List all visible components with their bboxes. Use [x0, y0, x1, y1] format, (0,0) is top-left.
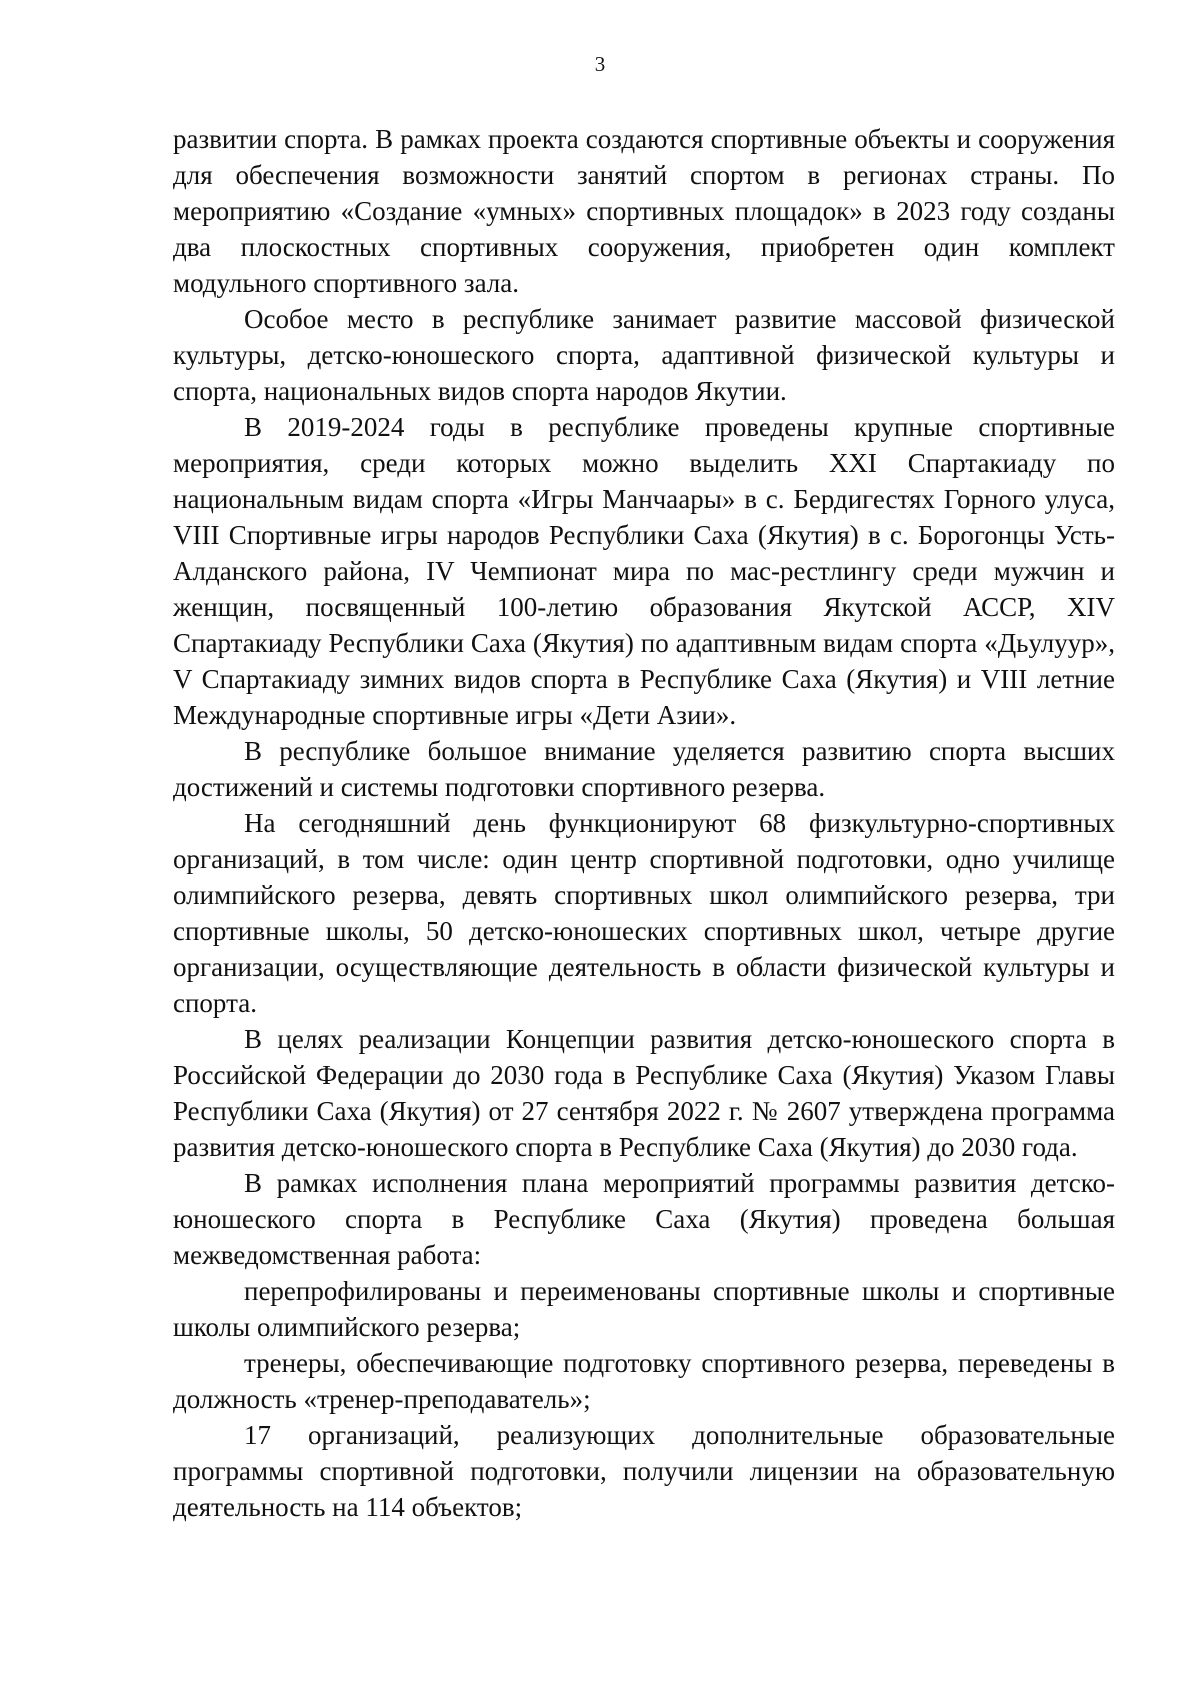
paragraph-mass-sport: Особое место в республике занимает развитие массовой физической культуры, детско-юношеского спорта, адаптивной физической культуры и спорта, национальных видов спорта народов Якутии. — [173, 304, 1115, 406]
paragraph-sport-events: В 2019-2024 годы в республике проведены крупные спортивные мероприятия, среди которых можно выделить XXI Спартакиаду по национальным видам спорта «Игры Манчаары» в с. Бердигестях Горного улуса, VIII Спортивные игры народов Республики Саха (Якутия) в с. Борогонцы Усть-Алданского района, IV Чемпионат мира по мас-рестлингу среди мужчин и женщин, посвященный 100-летию образования Якутской АССР, XIV Спартакиаду Республики Саха (Якутия) по адаптивным видам спорта «Дьулуур», V Спартакиаду зимних видов спорта в Республике Саха (Якутия) и VIII летние Международные спортивные игры «Дети Азии». — [173, 412, 1115, 730]
paragraph-interagency-work: В рамках исполнения плана мероприятий программы развития детско-юношеского спорта в Республике Саха (Якутия) проведена большая межведомственная работа: — [173, 1168, 1115, 1270]
paragraph-sport-facilities: развитии спорта. В рамках проекта создаются спортивные объекты и сооружения для обеспечения возможности занятий спортом в регионах страны. По мероприятию «Создание «умных» спортивных площадок» в 2023 году созданы два плоскостных спортивных сооружения, приобретен один комплект модульного спортивного зала. — [173, 124, 1115, 298]
paragraph-high-performance: В республике большое внимание уделяется развитию спорта высших достижений и системы подготовки спортивного резерва. — [173, 736, 1115, 802]
list-item-schools-renamed: перепрофилированы и переименованы спортивные школы и спортивные школы олимпийского резерва; — [173, 1276, 1115, 1342]
page-number: 3 — [594, 52, 606, 76]
paragraph-sport-organizations: На сегодняшний день функционируют 68 физкультурно-спортивных организаций, в том числе: один центр спортивной подготовки, одно училище олимпийского резерва, девять спортивных школ олимпийского резерва, три спортивные школы, 50 детско-юношеских спортивных школ, четыре другие организации, осуществляющие деятельность в области физической культуры и спорта. — [173, 808, 1115, 1018]
list-item-licenses: 17 организаций, реализующих дополнительные образовательные программы спортивной подготовки, получили лицензии на образовательную деятельность на 114 объектов; — [173, 1420, 1115, 1522]
list-item-coaches-transferred: тренеры, обеспечивающие подготовку спортивного резерва, переведены в должность «тренер-преподаватель»; — [173, 1348, 1115, 1414]
body-text — [173, 121, 1115, 1525]
paragraph-youth-sport-concept: В целях реализации Концепции развития детско-юношеского спорта в Российской Федерации до 2030 года в Республике Саха (Якутия) Указом Главы Республики Саха (Якутия) от 27 сентября 2022 г. № 2607 утверждена программа развития детско-юношеского спорта в Республике Саха (Якутия) до 2030 года. — [173, 1024, 1115, 1162]
